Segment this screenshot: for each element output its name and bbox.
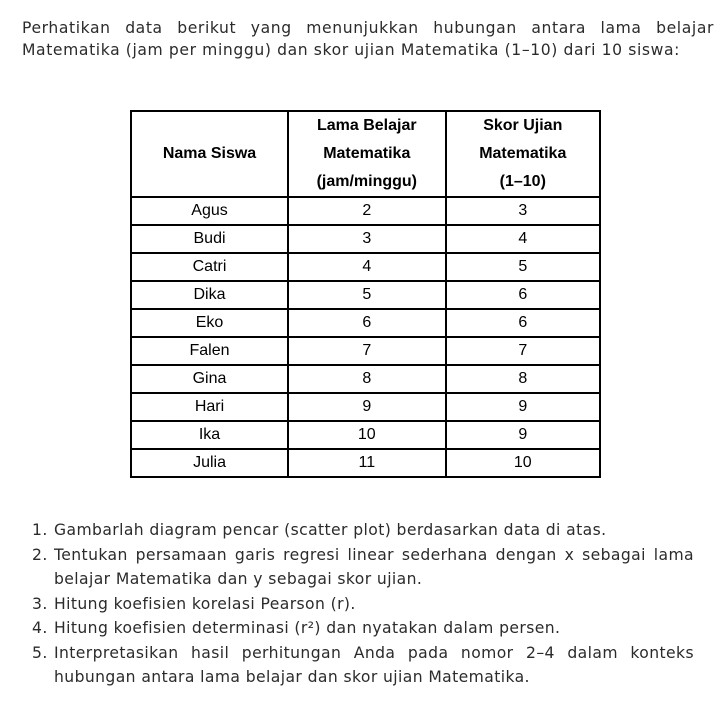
data-table bbox=[130, 110, 601, 478]
cell-nama: Dika bbox=[131, 281, 288, 309]
cell-lama-belajar: 9 bbox=[288, 393, 446, 421]
cell-nama: Hari bbox=[131, 393, 288, 421]
table-row bbox=[131, 309, 600, 337]
intro-paragraph: Perhatikan data berikut yang menunjukkan hubungan antara lama belajar Matematika (jam per minggu) dan skor ujian Matematika (1–10) dari 10 siswa: bbox=[22, 18, 714, 59]
cell-skor: 7 bbox=[446, 337, 600, 365]
cell-nama: Eko bbox=[131, 309, 288, 337]
cell-lama-belajar: 3 bbox=[288, 225, 446, 253]
question-number: 2. bbox=[32, 545, 48, 564]
cell-lama-belajar: 8 bbox=[288, 365, 446, 393]
question-text: Tentukan persamaan garis regresi linear sederhana dengan x sebagai lama belajar Matematika dan y sebagai skor ujian. bbox=[54, 545, 694, 588]
cell-nama: Budi bbox=[131, 225, 288, 253]
header-skor-ujian bbox=[446, 111, 600, 197]
question-text: Gambarlah diagram pencar (scatter plot) berdasarkan data di atas. bbox=[54, 521, 607, 539]
cell-skor: 8 bbox=[446, 365, 600, 393]
table-header-row bbox=[131, 111, 600, 197]
table-row bbox=[131, 197, 600, 225]
header-lama-belajar bbox=[288, 111, 446, 197]
cell-skor: 9 bbox=[446, 393, 600, 421]
table-row bbox=[131, 253, 600, 281]
question-number: 1. bbox=[32, 521, 48, 539]
header-line: Lama Belajar bbox=[316, 117, 417, 134]
table-row bbox=[131, 449, 600, 477]
question-text: Interpretasikan hasil perhitungan Anda pada nomor 2–4 dalam konteks hubungan antara lama belajar dan skor ujian Matematika. bbox=[54, 643, 694, 686]
cell-nama: Agus bbox=[131, 197, 288, 225]
header-line: Skor Ujian bbox=[483, 117, 563, 134]
cell-skor: 6 bbox=[446, 281, 600, 309]
cell-nama: Ika bbox=[131, 421, 288, 449]
table-row bbox=[131, 393, 600, 421]
question-item bbox=[32, 641, 694, 690]
cell-skor: 9 bbox=[446, 421, 600, 449]
table-row bbox=[131, 365, 600, 393]
header-line: Nama Siswa bbox=[162, 145, 257, 162]
cell-nama: Gina bbox=[131, 365, 288, 393]
question-item bbox=[32, 518, 694, 543]
cell-lama-belajar: 10 bbox=[288, 421, 446, 449]
header-line: (jam/minggu) bbox=[316, 173, 417, 190]
table-row bbox=[131, 225, 600, 253]
cell-lama-belajar: 7 bbox=[288, 337, 446, 365]
table-row bbox=[131, 281, 600, 309]
cell-skor: 3 bbox=[446, 197, 600, 225]
question-list bbox=[32, 518, 694, 690]
cell-lama-belajar: 5 bbox=[288, 281, 446, 309]
header-line: Matematika bbox=[479, 145, 567, 162]
cell-lama-belajar: 11 bbox=[288, 449, 446, 477]
cell-nama: Falen bbox=[131, 337, 288, 365]
cell-skor: 10 bbox=[446, 449, 600, 477]
cell-skor: 5 bbox=[446, 253, 600, 281]
cell-skor: 4 bbox=[446, 225, 600, 253]
cell-skor: 6 bbox=[446, 309, 600, 337]
table-row bbox=[131, 421, 600, 449]
question-text: Hitung koefisien determinasi (r²) dan nyatakan dalam persen. bbox=[54, 619, 561, 637]
header-line: Matematika bbox=[323, 145, 411, 162]
header-nama-siswa bbox=[131, 111, 288, 197]
cell-nama: Julia bbox=[131, 449, 288, 477]
question-item bbox=[32, 616, 694, 641]
question-number: 4. bbox=[32, 619, 48, 637]
question-item bbox=[32, 543, 694, 592]
question-number: 3. bbox=[32, 594, 48, 613]
question-text: Hitung koefisien korelasi Pearson (r). bbox=[54, 594, 356, 613]
question-number: 5. bbox=[32, 643, 48, 662]
cell-nama: Catri bbox=[131, 253, 288, 281]
cell-lama-belajar: 6 bbox=[288, 309, 446, 337]
question-item bbox=[32, 592, 694, 617]
cell-lama-belajar: 2 bbox=[288, 197, 446, 225]
cell-lama-belajar: 4 bbox=[288, 253, 446, 281]
header-line: (1–10) bbox=[499, 173, 546, 190]
table-row bbox=[131, 337, 600, 365]
